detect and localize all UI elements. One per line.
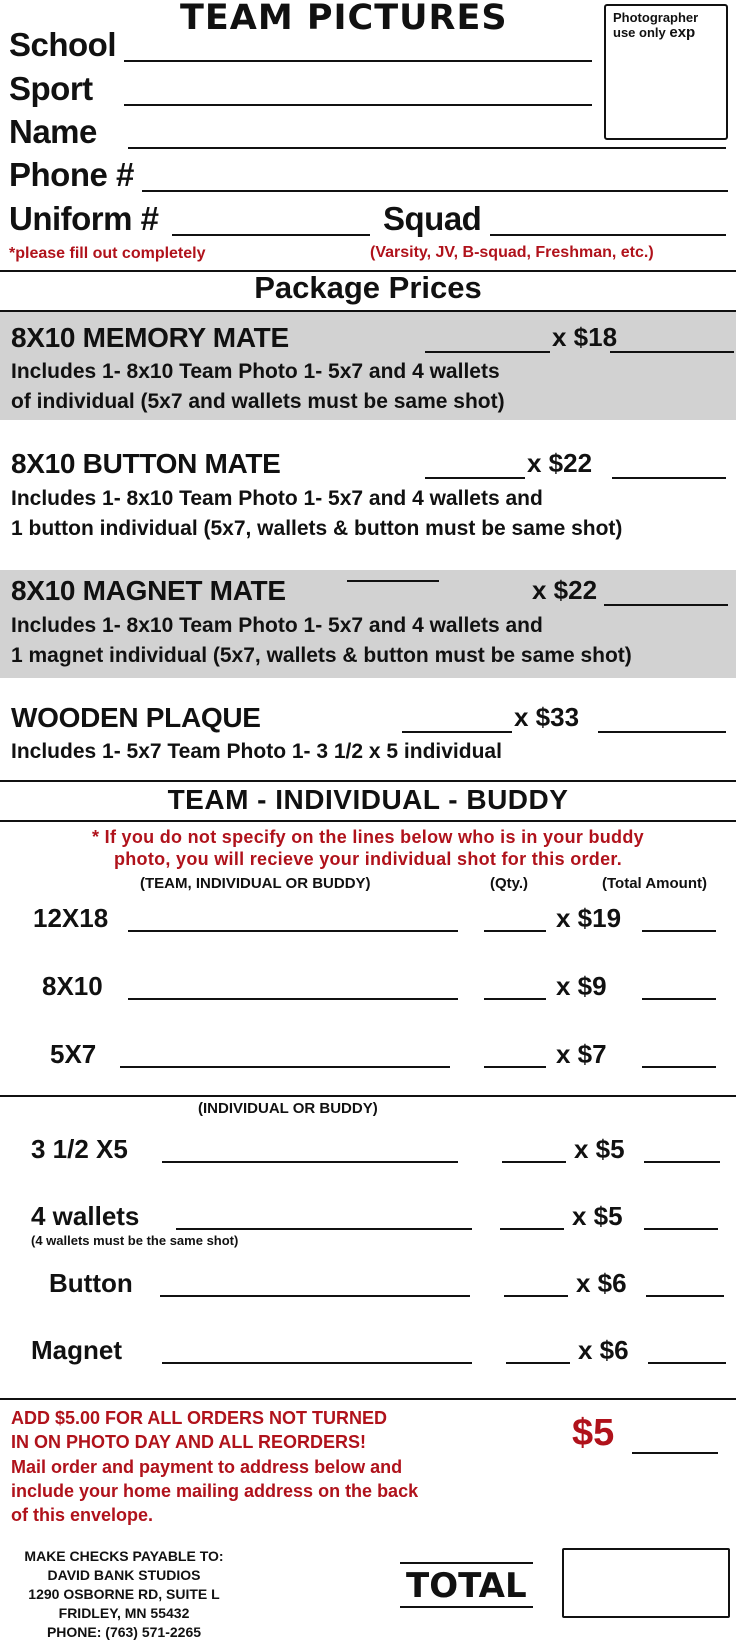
size-label: Magnet [31, 1335, 122, 1365]
package-price: x $22 [532, 575, 598, 605]
name-label: Name [9, 113, 97, 150]
size-price: x $5 [574, 1134, 625, 1164]
package-desc: Includes 1- 5x7 Team Photo 1- 3 1/2 x 5 individual [11, 740, 502, 763]
package-name: 8X10 MAGNET MATE [11, 575, 286, 606]
qty-line[interactable] [484, 930, 546, 932]
phone-line[interactable] [142, 190, 728, 192]
package-qty-line[interactable] [347, 580, 439, 582]
package-qty-line[interactable] [402, 731, 512, 733]
package-name: 8X10 MEMORY MATE [11, 322, 289, 353]
col-type-header: (TEAM, INDIVIDUAL OR BUDDY) [140, 875, 371, 892]
size-price: x $7 [556, 1039, 607, 1069]
size-label: 4 wallets [31, 1201, 140, 1231]
total-line[interactable] [646, 1295, 724, 1297]
package-total-line[interactable] [610, 351, 734, 353]
package-qty-line[interactable] [425, 351, 550, 353]
tib-title: TEAM - INDIVIDUAL - BUDDY [167, 784, 569, 815]
buddy-warning: * If you do not specify on the lines below who is in your buddy photo, you will recieve your individual shot for this order. [92, 827, 644, 869]
total-line[interactable] [642, 998, 716, 1000]
total-label: TOTAL [400, 1562, 533, 1608]
late-fee-line[interactable] [632, 1452, 718, 1454]
squad-label: Squad [383, 200, 482, 237]
package-qty-line[interactable] [425, 477, 525, 479]
qty-line[interactable] [502, 1161, 566, 1163]
package-desc: of individual (5x7 and wallets must be same shot) [11, 390, 505, 413]
type-line[interactable] [160, 1295, 470, 1297]
size-price: x $6 [576, 1268, 627, 1298]
total-line[interactable] [644, 1228, 718, 1230]
package-name: 8X10 BUTTON MATE [11, 448, 281, 479]
sport-line[interactable] [124, 104, 592, 106]
col-qty-header: (Qty.) [490, 875, 529, 892]
size-price: x $6 [578, 1335, 629, 1365]
mail-instructions: Mail order and payment to address below and include your home mailing address on the back of this envelope. [11, 1457, 419, 1525]
type-line[interactable] [176, 1228, 472, 1230]
type-line[interactable] [162, 1161, 458, 1163]
col-type-header: (INDIVIDUAL OR BUDDY) [198, 1100, 378, 1117]
divider [0, 1095, 736, 1097]
fill-out-note: *please fill out completely [9, 245, 206, 262]
late-order-notice: ADD $5.00 FOR ALL ORDERS NOT TURNED IN ON PHOTO DAY AND ALL REORDERS! [11, 1408, 388, 1452]
size-label: 12X18 [33, 903, 109, 933]
sport-label: Sport [9, 70, 93, 107]
package-total-line[interactable] [612, 477, 726, 479]
package-desc: 1 button individual (5x7, wallets & button must be same shot) [11, 517, 623, 540]
col-total-header: (Total Amount) [602, 875, 707, 892]
package-desc: Includes 1- 8x10 Team Photo 1- 5x7 and 4 wallets [11, 360, 500, 383]
package-prices-title: Package Prices [254, 270, 482, 305]
package-desc: Includes 1- 8x10 Team Photo 1- 5x7 and 4 wallets and [11, 487, 543, 510]
name-line[interactable] [128, 147, 726, 149]
school-line[interactable] [124, 60, 592, 62]
total-line[interactable] [648, 1362, 726, 1364]
size-label: Button [49, 1268, 133, 1298]
package-total-line[interactable] [598, 731, 726, 733]
squad-line[interactable] [490, 234, 726, 236]
qty-line[interactable] [506, 1362, 570, 1364]
package-price: x $33 [514, 702, 580, 732]
school-label: School [9, 26, 117, 63]
uniform-label: Uniform # [9, 200, 159, 237]
qty-line[interactable] [484, 1066, 546, 1068]
type-line[interactable] [162, 1362, 472, 1364]
divider [0, 780, 736, 782]
squad-note: (Varsity, JV, B-squad, Freshman, etc.) [370, 244, 654, 261]
uniform-line[interactable] [172, 234, 370, 236]
package-price: x $18 [552, 322, 618, 352]
total-line[interactable] [642, 1066, 716, 1068]
type-line[interactable] [128, 998, 458, 1000]
package-desc: Includes 1- 8x10 Team Photo 1- 5x7 and 4 wallets and [11, 614, 543, 637]
wallets-note: (4 wallets must be the same shot) [31, 1233, 239, 1248]
form-title: TEAM PICTURES [180, 0, 508, 38]
size-price: x $9 [556, 971, 607, 1001]
photographer-box[interactable] [604, 4, 728, 140]
type-line[interactable] [128, 930, 458, 932]
size-label: 5X7 [50, 1039, 97, 1069]
photographer-label: Photographer use only exp [613, 10, 699, 41]
qty-line[interactable] [500, 1228, 564, 1230]
size-label: 8X10 [42, 971, 103, 1001]
checks-payable: MAKE CHECKS PAYABLE TO: DAVID BANK STUDIOS 1290 OSBORNE RD, SUITE L FRIDLEY, MN 55432 PHONE: (763) 571-2265 [24, 1548, 224, 1640]
size-label: 3 1/2 X5 [31, 1134, 128, 1164]
total-box[interactable] [562, 1548, 730, 1618]
package-name: WOODEN PLAQUE [11, 702, 261, 733]
package-total-line[interactable] [604, 604, 728, 606]
qty-line[interactable] [504, 1295, 568, 1297]
phone-label: Phone # [9, 156, 134, 193]
package-price: x $22 [527, 448, 593, 478]
divider [0, 820, 736, 822]
total-line[interactable] [642, 930, 716, 932]
size-price: x $19 [556, 903, 622, 933]
late-fee-amount: $5 [572, 1412, 615, 1454]
package-desc: 1 magnet individual (5x7, wallets & button must be same shot) [11, 644, 632, 667]
total-line[interactable] [644, 1161, 720, 1163]
size-price: x $5 [572, 1201, 623, 1231]
qty-line[interactable] [484, 998, 546, 1000]
type-line[interactable] [120, 1066, 450, 1068]
divider [0, 1398, 736, 1400]
